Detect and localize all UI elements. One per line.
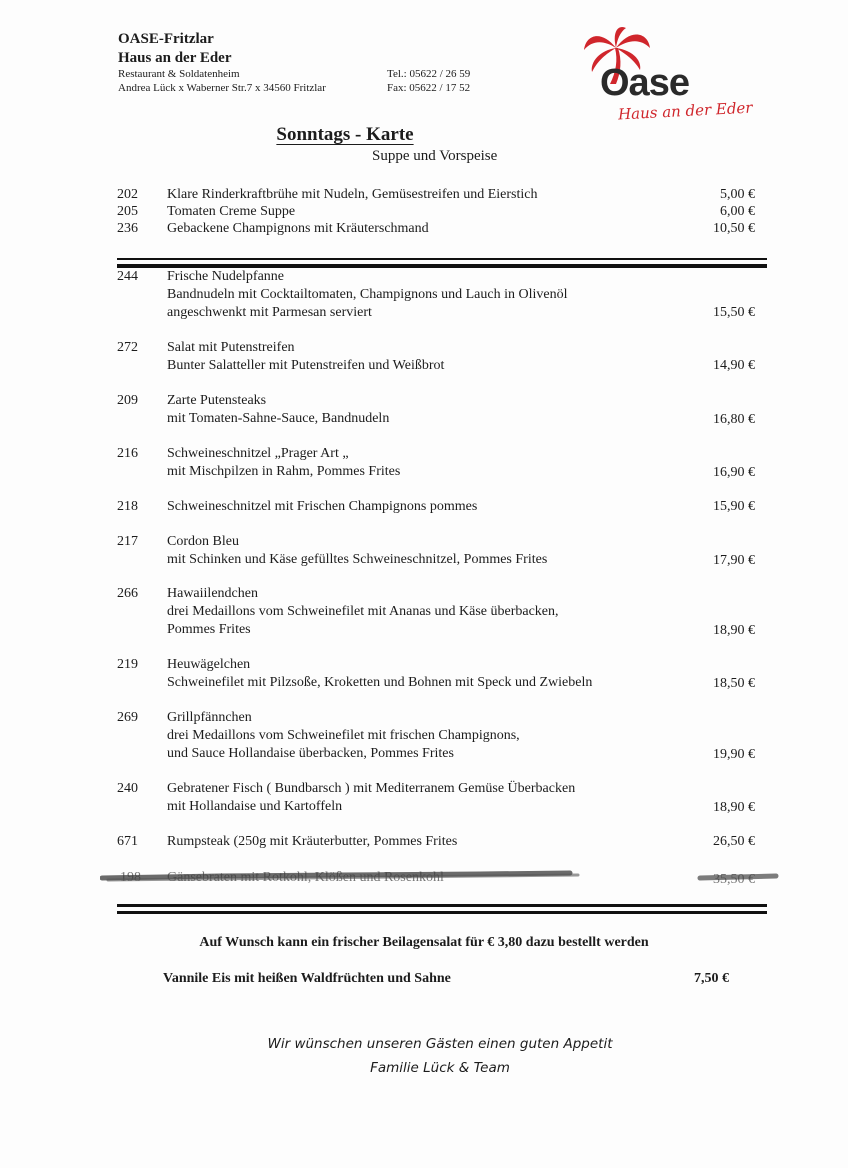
restaurant-address: Andrea Lück x Waberner Str.7 x 34560 Fritzlar — [118, 82, 326, 94]
item-name: Zarte Putensteaks — [167, 393, 267, 408]
logo-wordmark: Oase — [600, 62, 689, 104]
divider — [117, 911, 767, 914]
item-price: 18,90 € — [713, 800, 755, 815]
item-name: Hawaiilendchen — [167, 586, 258, 601]
item-price: 18,90 € — [713, 623, 755, 638]
item-description: Bunter Salatteller mit Putenstreifen und Weißbrot — [167, 358, 445, 373]
dessert-item: Vannile Eis mit heißen Waldfrüchten und Sahne — [163, 971, 451, 986]
section-subtitle: Suppe und Vorspeise — [372, 148, 498, 164]
item-price: 10,50 € — [713, 221, 755, 236]
item-description: Schweinefilet mit Pilzsoße, Kroketten und Bohnen mit Speck und Zwiebeln — [167, 675, 593, 690]
item-price: 26,50 € — [713, 834, 755, 849]
item-price: 17,90 € — [713, 553, 755, 568]
menu-title: Sonntags - Karte — [276, 124, 414, 145]
item-price: 14,90 € — [713, 358, 755, 373]
item-price: 19,90 € — [713, 747, 755, 762]
item-price: 5,00 € — [720, 187, 755, 202]
dessert-price: 7,50 € — [694, 971, 729, 986]
item-number: 217 — [117, 534, 138, 549]
item-description: mit Tomaten-Sahne-Sauce, Bandnudeln — [167, 411, 390, 426]
item-number: 198 — [120, 870, 141, 885]
menu-title-block — [222, 124, 468, 146]
item-number: 671 — [117, 834, 138, 849]
item-number: 202 — [117, 187, 138, 202]
item-name: Cordon Bleu — [167, 534, 239, 549]
item-price: 16,90 € — [713, 465, 755, 480]
divider — [117, 258, 767, 260]
item-description: mit Schinken und Käse gefülltes Schweineschnitzel, Pommes Frites — [167, 552, 548, 567]
item-description: Tomaten Creme Suppe — [167, 204, 296, 219]
item-description: Bandnudeln mit Cocktailtomaten, Champignons und Lauch in Olivenöl — [167, 287, 568, 302]
item-description: mit Hollandaise und Kartoffeln — [167, 799, 343, 814]
item-name: Schweineschnitzel „Prager Art „ — [167, 446, 349, 461]
item-name: Grillpfännchen — [167, 710, 252, 725]
item-number: 216 — [117, 446, 138, 461]
item-number: 236 — [117, 221, 138, 236]
item-number: 266 — [117, 586, 138, 601]
item-description: Klare Rinderkraftbrühe mit Nudeln, Gemüsestreifen und Eierstich — [167, 187, 538, 202]
item-description: drei Medaillons vom Schweinefilet mit frischen Champignons, — [167, 728, 520, 743]
logo-tagline: Haus an der Eder — [617, 98, 753, 124]
item-price: 16,80 € — [713, 412, 755, 427]
restaurant-type: Restaurant & Soldatenheim — [118, 68, 240, 80]
item-number: 269 — [117, 710, 138, 725]
item-number: 209 — [117, 393, 138, 408]
item-name: Gebratener Fisch ( Bundbarsch ) mit Mediterranem Gemüse Überbacken — [167, 781, 576, 796]
item-number: 240 — [117, 781, 138, 796]
item-description: Gebackene Champignons mit Kräuterschmand — [167, 221, 429, 236]
item-description: Pommes Frites — [167, 622, 251, 637]
item-number: 218 — [117, 499, 138, 514]
phone-number: Tel.: 05622 / 26 59 — [387, 68, 471, 80]
item-price: 35,50 € — [713, 872, 755, 887]
divider — [117, 904, 767, 907]
item-description: mit Mischpilzen in Rahm, Pommes Frites — [167, 464, 401, 479]
item-description: angeschwenkt mit Parmesan serviert — [167, 305, 372, 320]
greeting-line: Wir wünschen unseren Gästen einen guten Appetit — [267, 1036, 613, 1052]
restaurant-name: OASE-Fritzlar — [118, 31, 214, 47]
item-name: Gänsebraten mit Rotkohl, Klößen und Rosenkohl — [167, 870, 444, 885]
greeting-signature: Familie Lück & Team — [370, 1060, 510, 1076]
oase-logo — [582, 26, 772, 126]
fax-number: Fax: 05622 / 17 52 — [387, 82, 471, 94]
item-number: 272 — [117, 340, 138, 355]
item-description: und Sauce Hollandaise überbacken, Pommes Frites — [167, 746, 454, 761]
item-number: 205 — [117, 204, 138, 219]
item-name: Frische Nudelpfanne — [167, 269, 285, 284]
item-price: 18,50 € — [713, 676, 755, 691]
item-price: 15,90 € — [713, 499, 755, 514]
side-salad-note: Auf Wunsch kann ein frischer Beilagensalat für € 3,80 dazu bestellt werden — [199, 935, 649, 950]
item-name: Salat mit Putenstreifen — [167, 340, 295, 355]
restaurant-subname: Haus an der Eder — [118, 50, 232, 66]
item-price: 15,50 € — [713, 305, 755, 320]
item-number: 244 — [117, 269, 138, 284]
item-name: Rumpsteak (250g mit Kräuterbutter, Pommes Frites — [167, 834, 458, 849]
item-name: Heuwägelchen — [167, 657, 251, 672]
item-number: 219 — [117, 657, 138, 672]
item-description: drei Medaillons vom Schweinefilet mit Ananas und Käse überbacken, — [167, 604, 559, 619]
item-name: Schweineschnitzel mit Frischen Champignons pommes — [167, 499, 478, 514]
strikethrough-mark — [100, 866, 780, 890]
item-price: 6,00 € — [720, 204, 755, 219]
